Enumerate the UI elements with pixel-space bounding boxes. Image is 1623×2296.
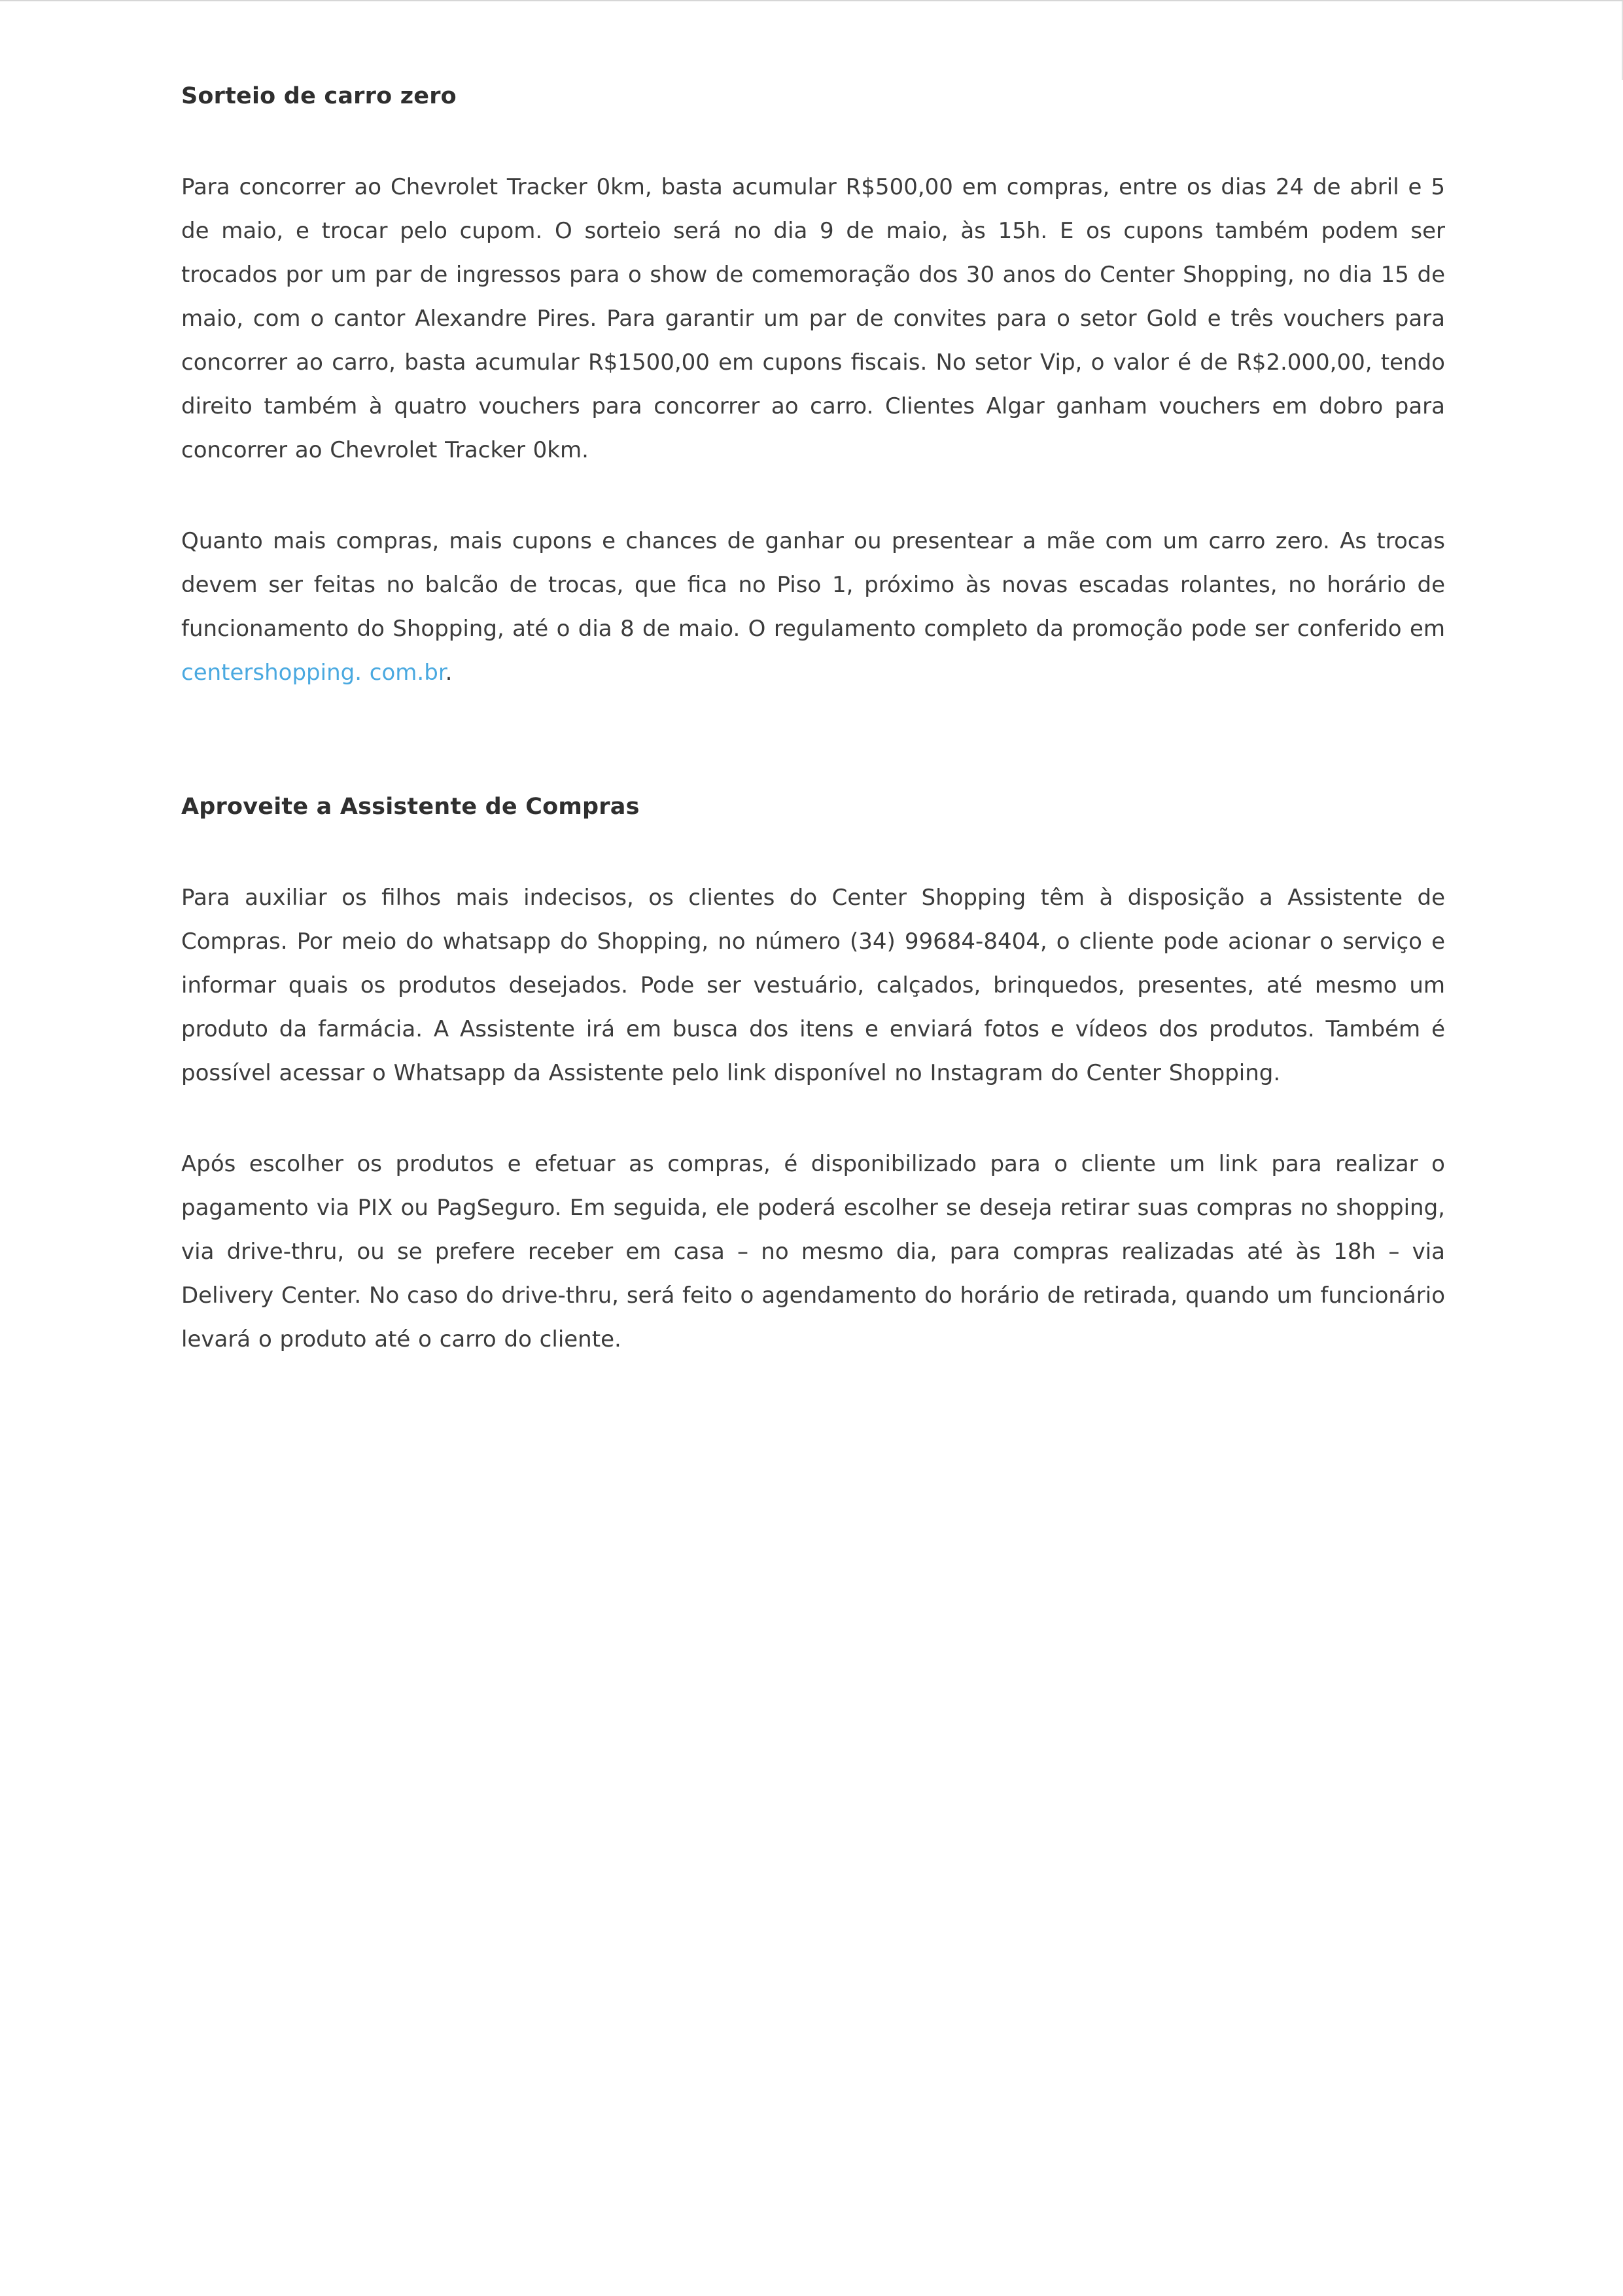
section-heading-assistente: Aproveite a Assistente de Compras xyxy=(181,794,640,820)
paragraph-text-before-link: Quanto mais compras, mais cupons e chances de ganhar ou presentear a mãe com um carro zero. As trocas devem ser feitas no balcão de trocas, que fica no Piso 1, próximo às novas escadas rolantes, no horário de funcionamento do Shopping, até o dia 8 de maio. O regulamento completo da promoção pode ser conferido em xyxy=(181,528,1445,642)
centershopping-link[interactable]: centershopping. com.br xyxy=(181,660,445,686)
section-heading-sorteio: Sorteio de carro zero xyxy=(181,83,457,109)
paragraph-sorteio-1: Para concorrer ao Chevrolet Tracker 0km, basta acumular R$500,00 em compras, entre os dias 24 de abril e 5 de maio, e trocar pelo cupom. O sorteio será no dia 9 de maio, às 15h. E os cupons também podem ser trocados por um par de ingressos para o show de comemoração dos 30 anos do Center Shopping, no dia 15 de maio, com o cantor Alexandre Pires. Para garantir um par de convites para o setor Gold e três vouchers para concorrer ao carro, basta acumular R$1500,00 em cupons fiscais. No setor Vip, o valor é de R$2.000,00, tendo direito também à quatro vouchers para concorrer ao carro. Clientes Algar ganham vouchers em dobro para concorrer ao Chevrolet Tracker 0km. xyxy=(181,174,1445,463)
paragraph-assistente-2: Após escolher os produtos e efetuar as compras, é disponibilizado para o cliente um link para realizar o pagamento via PIX ou PagSeguro. Em seguida, ele poderá escolher se deseja retirar suas compras no shopping, via drive-thru, ou se prefere receber em casa – no mesmo dia, para compras realizadas até às 18h – via Delivery Center. No caso do drive-thru, será feito o agendamento do horário de retirada, quando um funcionário levará o produto até o carro do cliente. xyxy=(181,1151,1445,1352)
paragraph-assistente-1: Para auxiliar os filhos mais indecisos, os clientes do Center Shopping têm à disposição a Assistente de Compras. Por meio do whatsapp do Shopping, no número (34) 99684-8404, o cliente pode acionar o serviço e informar quais os produtos desejados. Pode ser vestuário, calçados, brinquedos, presentes, até mesmo um produto da farmácia. A Assistente irá em busca dos itens e enviará fotos e vídeos dos produtos. Também é possível acessar o Whatsapp da Assistente pelo link disponível no Instagram do Center Shopping. xyxy=(181,885,1445,1086)
section-sorteio xyxy=(181,75,1445,695)
section-assistente xyxy=(181,785,1445,1362)
paragraph-text-after-link: . xyxy=(445,660,453,686)
paragraph-sorteio-2 xyxy=(181,520,1445,695)
document-page xyxy=(0,1,1623,1492)
